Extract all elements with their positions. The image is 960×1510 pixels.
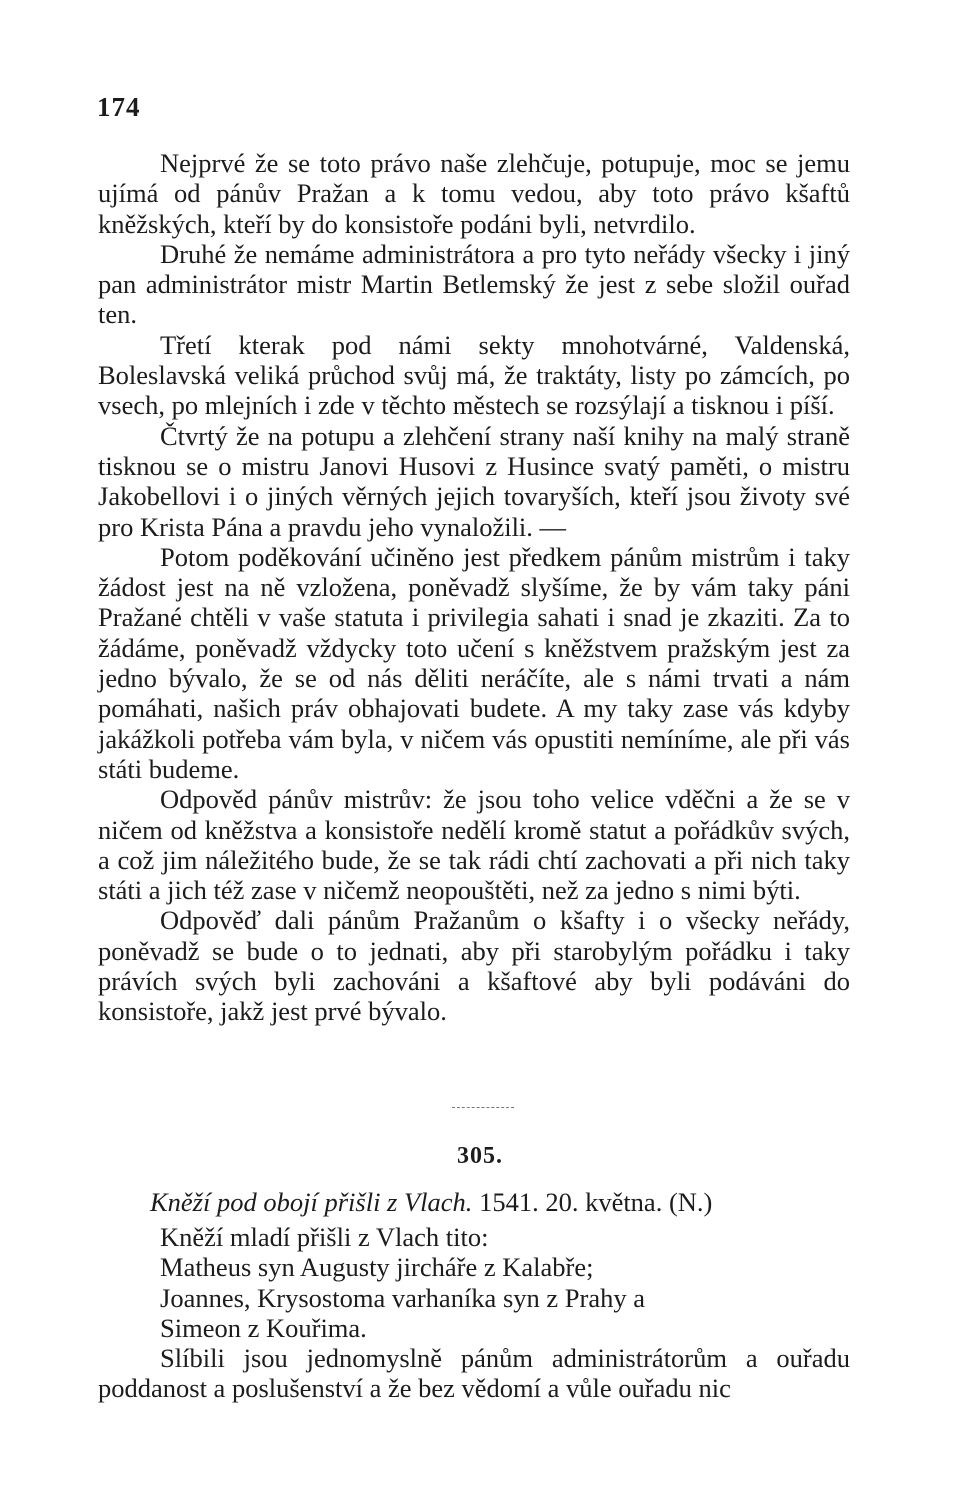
paragraph: Čtvrtý že na potupu a zlehčení strany naší knihy na malý straně tisknou se o mistru Janovi Husovi z Husince svatý paměti, o mistru Jakobellovi i o jiných věrných jejich tovaryších, kteří jsou životy své pro Krista Pána a pravdu jeho vynaložili. — [98, 420, 850, 542]
document-body [98, 1222, 850, 1404]
list-line: Kněží mladí přišli z Vlach tito: [160, 1222, 489, 1252]
paragraph: Odpověď dali pánům Pražanům o kšafty i o všecky neřády, poněvadž se bude o to jednati, aby při starobylým pořádku i taky právích svých byli zachováni a kšaftové aby byli podáváni do konsistoře, jakž jest prvé bývalo. [98, 905, 850, 1027]
list-line: Matheus syn Augusty jircháře z Kalabře; [160, 1252, 594, 1283]
list-line: Joannes, Krysostoma varhaníka syn z Prahy a [160, 1282, 645, 1313]
closing-paragraph: Slíbili jsou jednomyslně pánům administrátorům a ouřadu poddanost a poslušenství a že bez vědomí a vůle ouřadu nic [98, 1343, 850, 1404]
list-line: Simeon z Kouřima. [160, 1312, 367, 1343]
heading-title: Kněží pod obojí přišli z Vlach. [150, 1187, 473, 1217]
paragraph: Odpověd pánův mistrův: že jsou toho velice vděčni a že se v ničem od kněžstva a konsistoře nedělí kromě statut a pořádkův svých, a což jim náležitého bude, že se tak rádi chtí zachovati a při nich taky státi a jich též zase v ničemž neopouštěti, než za jedno s nimi býti. [98, 784, 850, 906]
page-number: 174 [97, 92, 141, 122]
paragraph: Nejprvé že se toto právo naše zlehčuje, potupuje, moc se jemu ujímá od pánův Pražan a k tomu vedou, aby toto právo kšaftů kněžských, kteří by do konsistoře podáni byli, netvrdilo. [98, 148, 850, 239]
heading-date: 1541. 20. května. [479, 1187, 663, 1217]
paragraph: Potom poděkování učiněno jest předkem pánům mistrům i taky žádost jest na ně vzložena, poněvadž slyšíme, že by vám taky páni Pražané chtěli v vaše statuta i privilegia sahati i snad je zkaziti. Za to žádáme, poněvadž vždycky toto učení s kněžstvem pražským jest za jedno bývalo, že se od nás děliti neráčíte, ale s námi trvati a nám pomáhati, našich práv obhajovati budete. A my taky zase vás kdyby jakážkoli potřeba vám byla, v ničem vás opustiti nemíníme, ale při vás státi budeme. [98, 541, 850, 784]
heading-source: (N.) [668, 1187, 713, 1217]
section-divider [452, 1107, 514, 1108]
document-number: 305. [457, 1143, 503, 1169]
paragraph: Třetí kterak pod námi sekty mnohotvárné, Valdenská, Boleslavská veliká průchod svůj má, že traktáty, listy po zámcích, po vsech, po mlejních i zde v těchto městech se rozsýlají a tisknou i píší. [98, 329, 850, 421]
paragraph: Druhé že nemáme administrátora a pro tyto neřády všecky i jiný pan administrátor mistr Martin Betlemský že jest z sebe složil ouřad ten. [98, 238, 850, 330]
body-text [98, 148, 850, 1027]
document-heading [150, 1186, 850, 1218]
